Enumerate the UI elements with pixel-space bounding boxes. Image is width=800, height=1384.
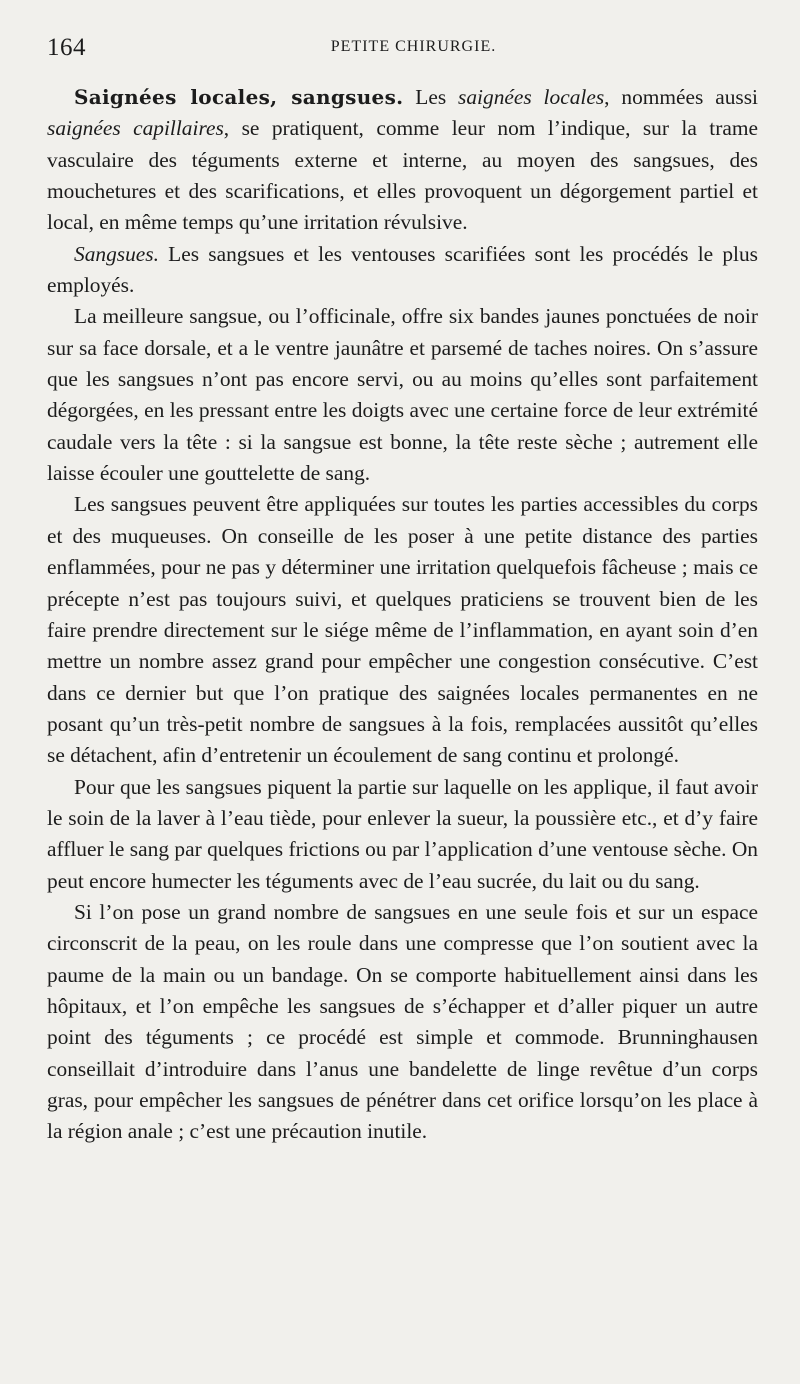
page-number: 164 bbox=[47, 34, 86, 61]
paragraph-grand-nombre: Si l’on pose un grand nombre de sangsues en une seule fois et sur un espace circonscrit de la peau, on les roule dans une compresse que l’on soutient avec la paume de la main ou un bandage. On se comporte habituellement ainsi dans les hôpitaux, et l’on empêche les sangsues de s’échapper et d’aller piquer un autre point des téguments ; ce procédé est simple et commode. Brunninghausen conseillait d’introduire dans l’anus une bandelette de linge revêtue d’un corps gras, pour empêcher les sangsues de pénétrer dans cet orifice lorsqu’on les place à la région anale ; c’est une précaution inutile. bbox=[47, 899, 758, 1144]
body-text bbox=[47, 82, 758, 1148]
text-span: Les sangsues et les ventouses scarifiées sont les procédés le plus employés. bbox=[47, 241, 758, 298]
paragraph-meilleure-sangsue: La meilleure sangsue, ou l’officinale, offre six bandes jaunes ponctuées de noir sur sa face dorsale, et a le ventre jaunâtre et parsemé de taches noires. On s’assure que les sangsues n’ont pas encore servi, ou au moins qu’elles sont parfaitement dégorgées, en les pressant entre les doigts avec une certaine force de leur extrémité caudale vers la tête : si la sangsue est bonne, la tête reste sèche ; autrement elle laisse écouler une gouttelette de sang. bbox=[47, 304, 758, 486]
paragraph-saignees-locales bbox=[47, 82, 758, 239]
section-heading: Saignées locales, sangsues. bbox=[74, 85, 404, 109]
text-span: , nommées aussi bbox=[604, 85, 758, 109]
italic-term: saignées capillaires bbox=[47, 116, 224, 141]
italic-term: saignées locales bbox=[458, 85, 605, 109]
running-title: PETITE CHIRURGIE. bbox=[330, 38, 497, 55]
paragraph-application: Les sangsues peuvent être appliquées sur toutes les parties accessibles du corps et des muqueuses. On conseille de les poser à une petite distance des parties enflammées, pour ne pas y déterminer une irritation quelquefois fâcheuse ; mais ce précepte n’est pas toujours suivi, et quelques praticiens se trouvent bien de les faire prendre directement sur le siége même de l’inflammation, en ayant soin d’en mettre un nombre assez grand pour empêcher une congestion consécutive. C’est dans ce dernier but que l’on pratique des saignées locales permanentes en ne posant qu’un très-petit nombre de sangsues à la fois, remplacées aussitôt qu’elles se détachent, afin d’entretenir un écoulement de sang continu et prolongé. bbox=[47, 492, 758, 768]
text-span: , se pratiquent, comme leur nom l’indique, sur la trame vasculaire des téguments externe et interne, au moyen des sangsues, des mouchetures et des scarifications, et elles provoquent un dégorgement partiel et local, en même temps qu’une irritation révulsive. bbox=[47, 116, 758, 235]
paragraph-sangsues bbox=[47, 239, 758, 302]
text-span: Les bbox=[403, 85, 459, 109]
subsection-heading: Sangsues. bbox=[74, 241, 159, 266]
running-head bbox=[47, 26, 758, 66]
paragraph-piqure: Pour que les sangsues piquent la partie sur laquelle on les applique, il faut avoir le soin de la laver à l’eau tiède, pour enlever la sueur, la poussière etc., et d’y faire affluer le sang par quelques frictions ou par l’application d’une ventouse sèche. On peut encore humecter les téguments avec de l’eau sucrée, du lait ou du sang. bbox=[47, 774, 758, 893]
